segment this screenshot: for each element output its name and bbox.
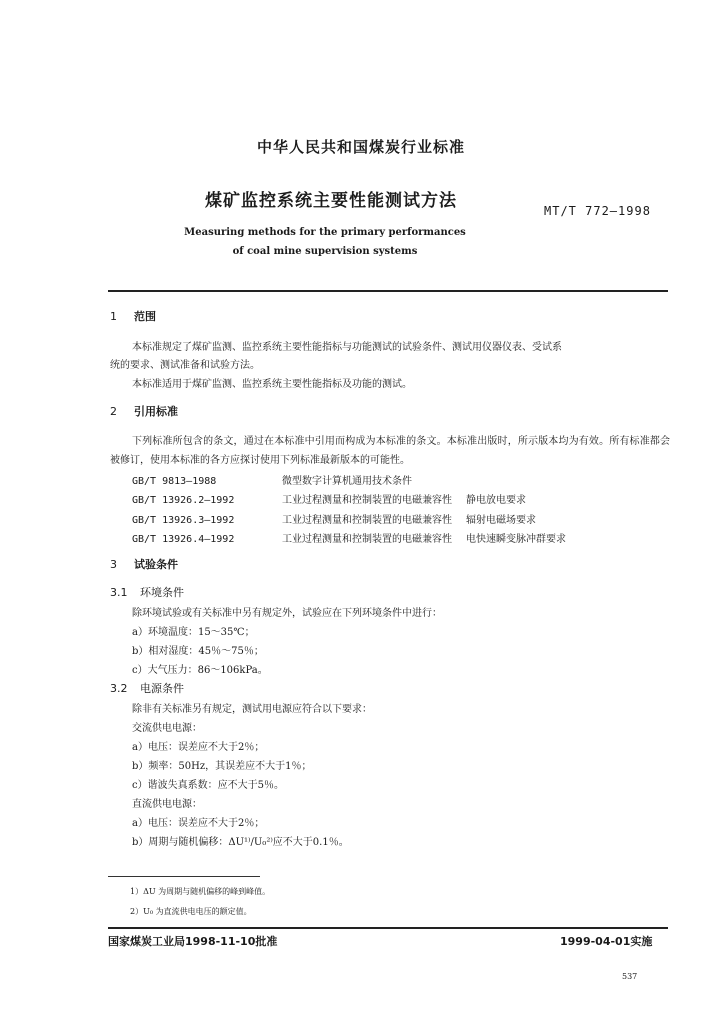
page-number: 537	[622, 972, 638, 981]
ref-code: GB/T 9813—1988	[132, 476, 217, 487]
ref-code: GB/T 13926.3—1992	[132, 515, 235, 526]
section-1-para2: 本标准适用于煤矿监测、监控系统主要性能指标及功能的测试。	[132, 379, 412, 390]
footnote-divider	[108, 876, 260, 877]
list-item: b）频率：50Hz，其误差应不大于1％；	[132, 761, 312, 772]
section-3-1-title: 环境条件	[140, 586, 184, 599]
list-item: a）电压：误差应不大于2％；	[132, 742, 265, 753]
section-1-para1-line1: 本标准规定了煤矿监测、监控系统主要性能指标与功能测试的试验条件、测试用仪器仪表、受试系	[132, 342, 562, 353]
ref-title: 工业过程测量和控制装置的电磁兼容性	[282, 515, 452, 526]
section-3-heading	[110, 556, 178, 572]
document-title-en-line2: of coal mine supervision systems	[232, 246, 418, 257]
list-item: b）周期与随机偏移：ΔU¹⁾/U₀²⁾应不大于0.1％。	[132, 837, 349, 848]
footnote-2: 2）U₀ 为直流供电电压的额定值。	[130, 907, 252, 916]
approval-statement: 国家煤炭工业局1998-11-10批准	[108, 935, 278, 948]
section-1-number: 1	[110, 310, 117, 323]
section-1-para1-line2: 统的要求、测试准备和试验方法。	[110, 360, 260, 371]
dc-supply-label: 直流供电电源：	[132, 799, 202, 810]
section-2-title: 引用标准	[134, 405, 178, 418]
ac-supply-label: 交流供电电源：	[132, 723, 202, 734]
section-3-2-title: 电源条件	[140, 682, 184, 695]
section-1-title: 范围	[134, 310, 156, 323]
standard-org-heading: 中华人民共和国煤炭行业标准	[256, 138, 465, 156]
effective-date: 1999-04-01实施	[560, 935, 653, 948]
list-item: c）谐波失真系数：应不大于5％。	[132, 780, 284, 791]
ref-subtitle: 静电放电要求	[466, 495, 526, 506]
section-3-number: 3	[110, 558, 117, 571]
footnote-1: 1）ΔU 为周期与随机偏移的峰到峰值。	[130, 887, 271, 896]
ref-item	[132, 511, 536, 526]
ref-code: GB/T 13926.2—1992	[132, 495, 235, 506]
list-item: a）电压：误差应不大于2％；	[132, 818, 265, 829]
list-item: c）大气压力：86～106kPa。	[132, 665, 268, 676]
ref-subtitle: 电快速瞬变脉冲群要求	[466, 534, 566, 545]
list-item: a）环境温度：15～35℃；	[132, 627, 255, 638]
document-title-en-line1: Measuring methods for the primary performances	[184, 227, 466, 238]
section-3-title: 试验条件	[134, 558, 178, 571]
section-3-2-number: 3.2	[110, 682, 128, 695]
ref-title: 工业过程测量和控制装置的电磁兼容性	[282, 534, 452, 545]
footer-divider	[108, 927, 668, 929]
ref-title: 工业过程测量和控制装置的电磁兼容性	[282, 495, 452, 506]
ref-subtitle: 辐射电磁场要求	[466, 515, 536, 526]
ref-item	[132, 530, 566, 545]
ref-code: GB/T 13926.4—1992	[132, 534, 235, 545]
ref-item	[132, 491, 526, 506]
section-2-number: 2	[110, 405, 117, 418]
section-3-2-intro: 除非有关标准另有规定，测试用电源应符合以下要求：	[132, 704, 372, 715]
section-1-heading	[110, 308, 156, 324]
ref-item	[132, 472, 412, 487]
header-divider	[108, 290, 668, 292]
list-item: b）相对湿度：45％～75％；	[132, 646, 264, 657]
section-2-heading	[110, 403, 178, 419]
section-3-1-number: 3.1	[110, 586, 128, 599]
section-3-1-intro: 除环境试验或有关标准中另有规定外，试验应在下列环境条件中进行：	[132, 608, 442, 619]
document-title-zh: 煤矿监控系统主要性能测试方法	[205, 191, 457, 211]
section-3-2-heading	[110, 680, 184, 696]
ref-title: 微型数字计算机通用技术条件	[282, 476, 412, 487]
standard-number: MT/T 772—1998	[544, 204, 651, 218]
section-3-1-heading	[110, 584, 184, 600]
section-2-para: 下列标准所包含的条文，通过在本标准中引用而构成为本标准的条文。本标准出版时，所示版本均为有效。所有标准都会被修订，使用本标准的各方应探讨使用下列标准最新版本的可能性。	[110, 436, 670, 466]
